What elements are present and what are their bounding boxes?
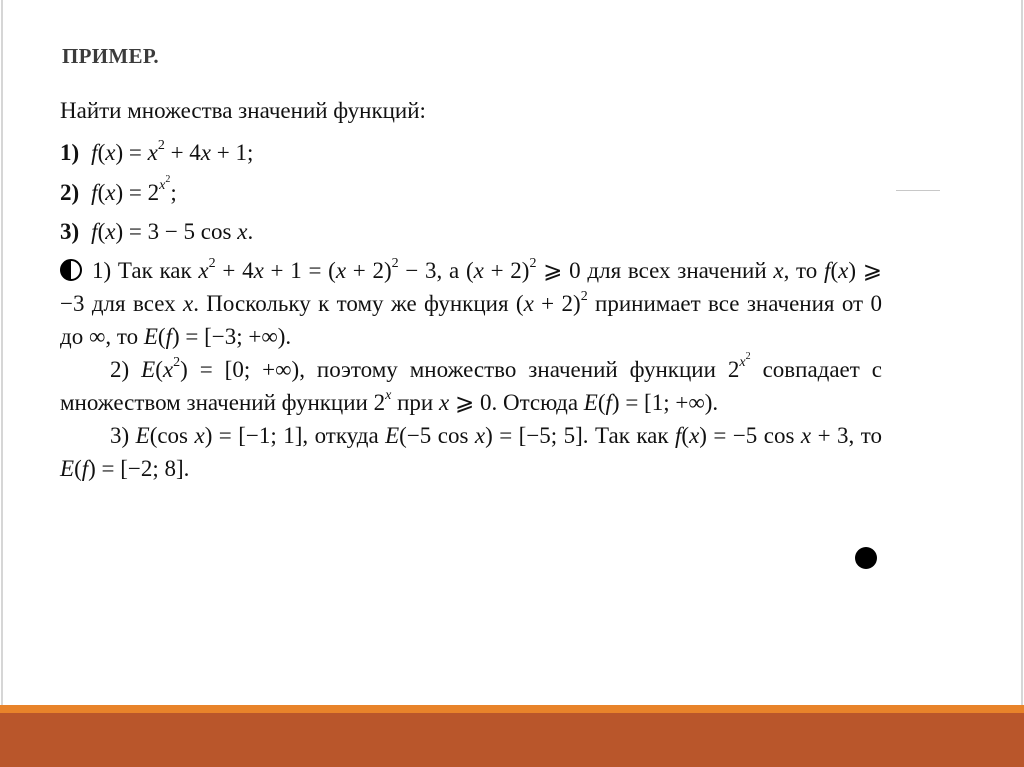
- task-statement: Найти множества значений функций:: [60, 98, 426, 123]
- solution-part-2: 2) $E(x^2) = [0$; +∞), поэтому множество значений функции $2^{x^2}$ совпадает с множеством значений функции 2$^x$ при x ⩾ 0. Отсюда E(f) = [1; +∞).: [60, 350, 882, 415]
- filled-circle-icon: [855, 547, 877, 569]
- slide-title: ПРИМЕР.: [62, 44, 159, 68]
- solution-part-1-text: 1) Так как $x^2 + 4x + 1 = (x + 2)^2 - 3$, а $(x + 2)^2$ ⩾ 0 для всех значений x, то f(x) ⩾ −3 для всех x. Поскольку к тому же функция $(x + 2)^2$ принимает все значения от 0 до ∞, то E(f) = [−3; +∞).: [60, 256, 882, 349]
- task-item-2: [60, 173, 880, 208]
- slide-frame-left: [1, 0, 3, 705]
- decorative-line: [896, 190, 940, 191]
- task-item-expression: f(x) = 3 − 5 cos x.: [91, 219, 254, 244]
- task-item-number: 2): [60, 180, 80, 205]
- footer-band-top: [0, 705, 1024, 713]
- task-item-expression: $f(x) = 2^{x^2}$;: [91, 173, 177, 205]
- task-item-3: [60, 217, 880, 247]
- task-item-1: [60, 138, 880, 168]
- task-item-number: 3): [60, 219, 80, 244]
- footer-band-bottom: [0, 713, 1024, 767]
- half-filled-circle-icon: [60, 259, 82, 281]
- slide-frame-right: [1021, 0, 1023, 705]
- solution-block: [60, 254, 882, 485]
- task-item-expression: $f(x) = x^2 + 4x + 1$;: [91, 138, 254, 165]
- solution-part-3: 3) E(cos x) = [−1; 1], откуда E(−5 cos x) = [−5; 5]. Так как f(x) = −5 cos x + 3, то E(f) = [−2; 8].: [60, 423, 882, 481]
- task-item-number: 1): [60, 140, 80, 165]
- solution-part-1: [60, 254, 882, 353]
